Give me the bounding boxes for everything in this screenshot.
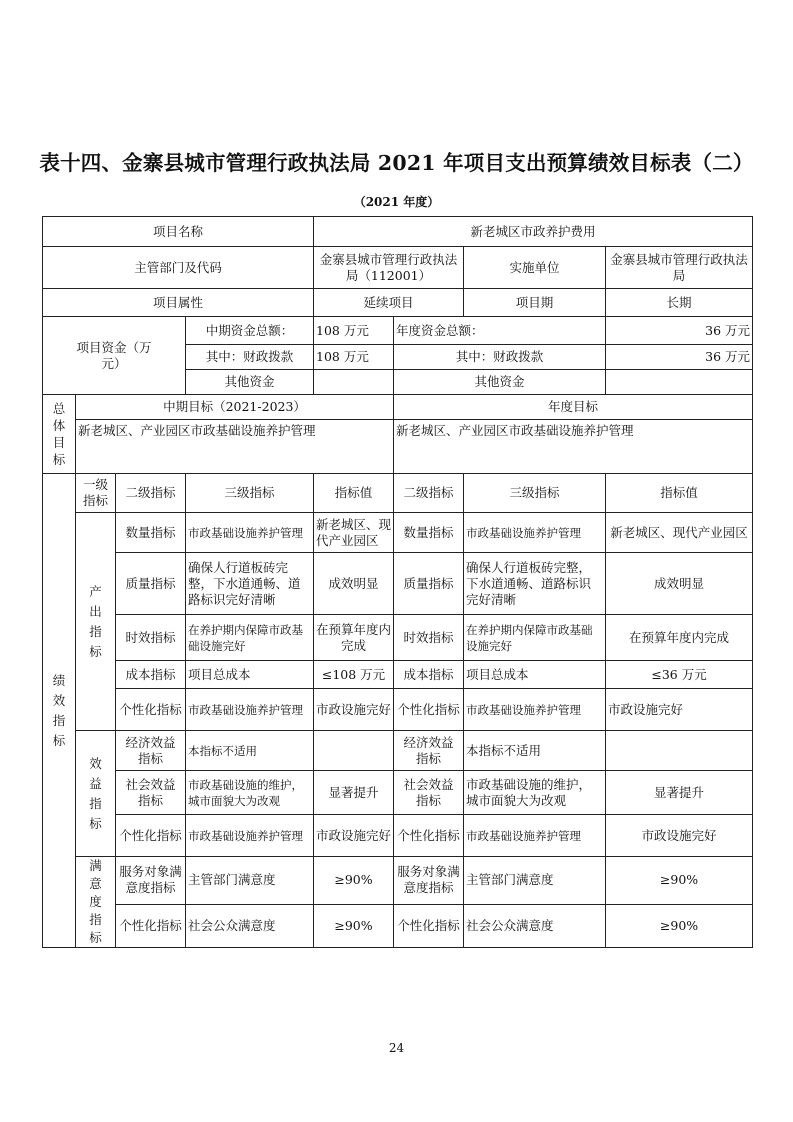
level2-cell: 个性化指标 [116,815,186,857]
table-row [43,771,753,815]
year-goal-header: 年度目标 [394,395,753,420]
year-value-cell: 在预算年度内完成 [606,615,753,661]
year-level2-cell: 个性化指标 [394,689,464,731]
satisfaction-indicator-label: 满意度指标 [76,857,116,948]
year-level2-cell: 服务对象满意度指标 [394,857,464,905]
year-level3-cell: 在养护期内保障市政基础设施完好 [464,615,606,661]
year-level3-cell: 项目总成本 [464,661,606,689]
overall-goal-label: 总体目标 [43,395,76,474]
year-value-cell: ≥90% [606,857,753,905]
year-total-value: 36 万元 [606,317,753,345]
value-cell: 新老城区、现代产业园区 [314,513,394,553]
table-row [43,289,753,317]
value-cell: 成效明显 [314,553,394,615]
level3-cell: 主管部门满意度 [186,857,314,905]
year-level2-cell: 质量指标 [394,553,464,615]
impl-value: 金寨县城市管理行政执法局 [606,247,753,289]
level2-cell: 服务对象满意度指标 [116,857,186,905]
attr-value: 延续项目 [314,289,464,317]
performance-target-table [42,216,753,948]
header-level3: 三级指标 [186,474,314,513]
year-level2-cell: 社会效益指标 [394,771,464,815]
table-row [43,217,753,247]
year-level2-cell: 经济效益指标 [394,731,464,771]
table-row [43,513,753,553]
value-cell: 市政设施完好 [314,689,394,731]
year-level3-cell: 社会公众满意度 [464,904,606,947]
impl-label: 实施单位 [464,247,606,289]
year-level3-cell: 市政基础设施养护管理 [464,689,606,731]
table-row [43,689,753,731]
year-value-cell: 成效明显 [606,553,753,615]
level3-cell: 市政基础设施养护管理 [186,513,314,553]
table-row [43,474,753,513]
level3-cell: 社会公众满意度 [186,904,314,947]
table-row [43,553,753,615]
year-label: （2021 年度） [353,195,440,209]
header-year-level3: 三级指标 [464,474,606,513]
level3-cell: 确保人行道板砖完整，下水道通畅、道路标识完好清晰 [186,553,314,615]
table-row [43,395,753,420]
mid-other-label: 其他资金 [186,370,314,395]
year-value-cell: ≤36 万元 [606,661,753,689]
table-row [43,247,753,289]
year-level2-cell: 个性化指标 [394,815,464,857]
level3-cell: 项目总成本 [186,661,314,689]
table-row [43,317,753,345]
level3-cell: 市政基础设施的维护，城市面貌大为改观 [186,771,314,815]
mid-fiscal-label: 其中：财政拨款 [186,345,314,370]
year-value-cell: 新老城区、现代产业园区 [606,513,753,553]
project-name-value: 新老城区市政养护费用 [314,217,753,247]
dept-value: 金寨县城市管理行政执法局（112001） [314,247,464,289]
level2-cell: 个性化指标 [116,689,186,731]
dept-label: 主管部门及代码 [43,247,314,289]
table-row [43,615,753,661]
mid-other-value [314,370,394,395]
year-value-cell: 市政设施完好 [606,815,753,857]
mid-goal-header: 中期目标（2021-2023） [76,395,394,420]
header-level2: 二级指标 [116,474,186,513]
level3-cell: 本指标不适用 [186,731,314,771]
level2-cell: 质量指标 [116,553,186,615]
level2-cell: 社会效益指标 [116,771,186,815]
period-label: 项目期 [464,289,606,317]
year-level3-cell: 市政基础设施养护管理 [464,513,606,553]
value-cell: ≥90% [314,904,394,947]
output-indicator-label: 产出指标 [76,513,116,731]
value-cell: ≤108 万元 [314,661,394,689]
fund-label: 项目资金（万元） [43,317,186,395]
mid-goal-text: 新老城区、产业园区市政基础设施养护管理 [76,420,394,474]
value-cell: 在预算年度内完成 [314,615,394,661]
level3-cell: 市政基础设施养护管理 [186,815,314,857]
level2-cell: 时效指标 [116,615,186,661]
year-value-cell: 显著提升 [606,771,753,815]
level2-cell: 个性化指标 [116,904,186,947]
year-level2-cell: 数量指标 [394,513,464,553]
value-cell: 显著提升 [314,771,394,815]
year-total-label: 年度资金总额： [394,317,606,345]
year-other-value [606,370,753,395]
table-row [43,661,753,689]
year-level2-cell: 个性化指标 [394,904,464,947]
year-level3-cell: 确保人行道板砖完整，下水道通畅、道路标识完好清晰 [464,553,606,615]
benefit-indicator-label: 效益指标 [76,731,116,857]
attr-label: 项目属性 [43,289,314,317]
level3-cell: 在养护期内保障市政基础设施完好 [186,615,314,661]
year-fiscal-value: 36 万元 [606,345,753,370]
year-other-label: 其他资金 [394,370,606,395]
year-value-cell: 市政设施完好 [606,689,753,731]
page-number: 24 [388,1041,405,1055]
table-row [43,731,753,771]
level2-cell: 经济效益指标 [116,731,186,771]
year-level3-cell: 主管部门满意度 [464,857,606,905]
year-value-cell [606,731,753,771]
level2-cell: 数量指标 [116,513,186,553]
period-value: 长期 [606,289,753,317]
level2-cell: 成本指标 [116,661,186,689]
header-value: 指标值 [314,474,394,513]
value-cell [314,731,394,771]
project-name-label: 项目名称 [43,217,314,247]
header-year-level2: 二级指标 [394,474,464,513]
year-level3-cell: 市政基础设施的维护，城市面貌大为改观 [464,771,606,815]
year-fiscal-label: 其中：财政拨款 [394,345,606,370]
year-level2-cell: 成本指标 [394,661,464,689]
year-goal-text: 新老城区、产业园区市政基础设施养护管理 [394,420,753,474]
value-cell: 市政设施完好 [314,815,394,857]
table-row [43,420,753,474]
year-level2-cell: 时效指标 [394,615,464,661]
page-title: 表十四、金寨县城市管理行政执法局 2021 年项目支出预算绩效目标表（二） [39,151,754,175]
table-row [43,904,753,947]
mid-total-label: 中期资金总额： [186,317,314,345]
header-level1: 一级指标 [76,474,116,513]
mid-fiscal-value: 108 万元 [314,345,394,370]
mid-total-value: 108 万元 [314,317,394,345]
table-row [43,815,753,857]
year-level3-cell: 本指标不适用 [464,731,606,771]
year-value-cell: ≥90% [606,904,753,947]
year-level3-cell: 市政基础设施养护管理 [464,815,606,857]
table-row [43,857,753,905]
performance-section-label: 绩效指标 [43,474,76,948]
header-year-value: 指标值 [606,474,753,513]
value-cell: ≥90% [314,857,394,905]
level3-cell: 市政基础设施养护管理 [186,689,314,731]
